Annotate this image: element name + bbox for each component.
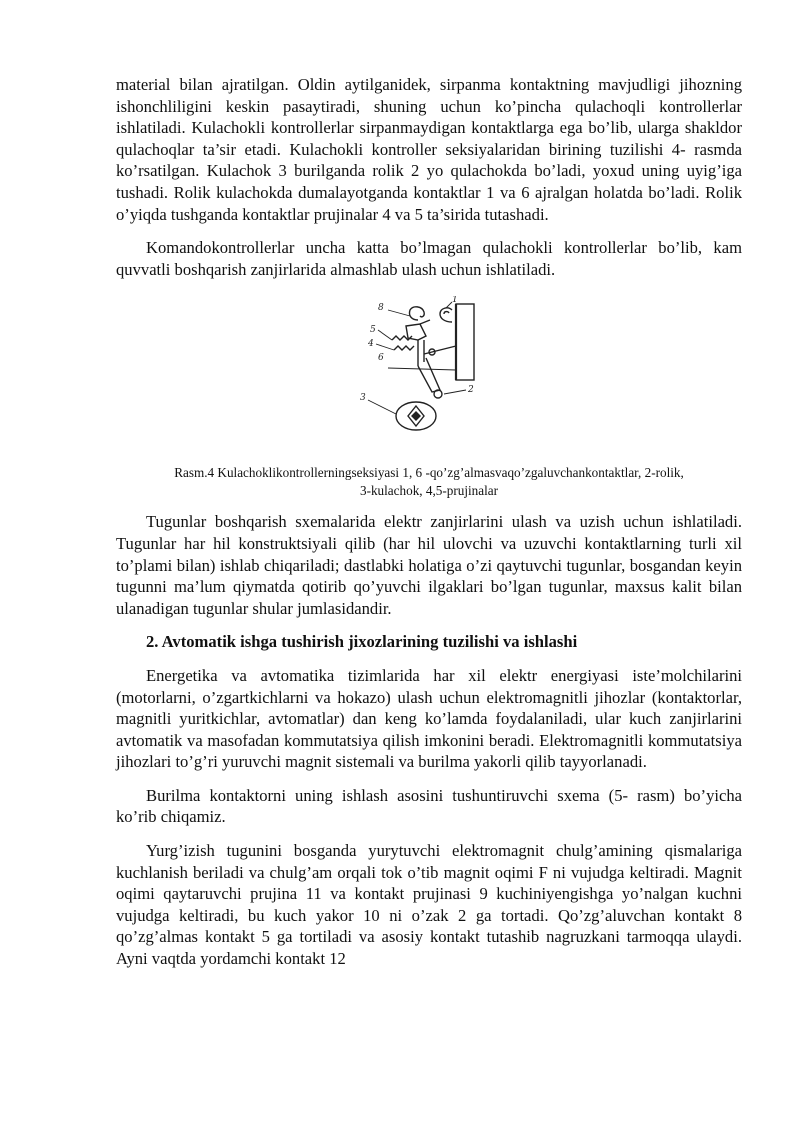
paragraph-1: material bilan ajratilgan. Oldin aytilganidek, sirpanma kontaktning mavjudligi jihozning ishonchliligini keskin pasaytiradi, shuning uchun ko’pincha qulachoqli kontrollerlar ishlatiladi. Kulachokli kontrollerlar sirpanmaydigan kontaktlarga ega bo’lib, ularga shakldor qulachoqlar ta’sir etadi. Kulachokli kontroller seksiyalaridan birining tuzilishi 4- rasmda ko’rsatilgan. Kulachok 3 burilganda rolik 2 yo qulachokda bo’ladi, yoxud uning uyig’iga tushadi. Rolik kulachokda dumalayotganda kontaktlar 1 va 6 ajralgan holatda bo’ladi. Rolik o’yiqda tushganda kontaktlar prujinalar 4 va 5 ta’sirida tutashadi. xyxy=(116,75,742,224)
paragraph-6: Yurg’izish tugunini bosganda yurytuvchi elektromagnit chulg’amining qismalariga kuchlanish beriladi va chulg’am orqali tok o’tib magnit oqimi F ni vujudga keltiradi. Magnit oqimi qaytaruvchi prujina 11 va kontakt prujinasi 9 kuchiniyengishga yo’nalgan kuchni vujudga keltiradi, bu kuch yakor 10 ni o’zak 2 ga tortadi. Qo’zg’aluvchan kontakt 8 qo’zg’almas kontakt 5 ga tortiladi va asosiy kontakt tutashib nagruzkani tarmoqqa ulaydi. Ayni vaqtda yordamchi kontakt 12 xyxy=(116,841,742,969)
paragraph-3: Tugunlar boshqarish sxemalarida elektr zanjirlarini ulash va uzish uchun ishlatiladi. Tugunlar har hil konstruktsiyali qilib (har hil ulovchi va uzuvchi kontaktlarning turli xil to’plami bilan) ishlab chiqariladi; dastlabki holatiga o’zi qaytuvchi tugunlar, bosgandan keyin tugunni ma’lum qiymatda qotirib qo’yuvchi ilgaklari bo’lgan tugunlar, maxsus kalit bilan ulanadigan tugunlar shular jumlasidandir. xyxy=(116,512,742,618)
label-1: 1 xyxy=(452,296,458,306)
frame-block xyxy=(456,304,474,380)
label-3: 3 xyxy=(360,393,366,404)
contact-1 xyxy=(440,308,452,322)
caption-line-1: Rasm.4 Kulachoklikontrollerningseksiyasi 1, 6 -qo’zg’almasvaqo’zgaluvchankontaktlar, 2-rolik, xyxy=(174,465,684,481)
label-4: 4 xyxy=(368,339,374,350)
label-8: 8 xyxy=(378,303,384,314)
caption-line-2: 3-kulachok, 4,5-prujinalar xyxy=(359,482,499,498)
label-5: 5 xyxy=(370,325,376,336)
paragraph-2: Komandokontrollerlar uncha katta bo’lmagan qulachokli kontrollerlar bo’lib, kam quvvatli boshqarish zanjirlarida almashlab ulash uchun ishlatiladi. xyxy=(116,238,742,279)
paragraph-4: Energetika va avtomatika tizimlarida har xil elektr energiyasi iste’molchilarini (motorlarni, o’zgartkichlarni va hokazo) ulash uchun elektromagnitli jihozlar (kontaktorlar, magnitli yuritkichlar, avtomatlar) dan keng ko’lamda foydalaniladi, ular kuch zanjirlarini avtomatik va masofadan kommutatsiya qilish imkonini beradi. Elektromagnitli kommutatsiya jihozlari to’g’ri yuruvchi magnit sistemali va burilma yakorli qilib tayyorlanadi. xyxy=(116,665,742,772)
spring-4 xyxy=(394,346,414,350)
figure-caption xyxy=(116,464,742,499)
label-6: 6 xyxy=(378,353,384,364)
figure-4 xyxy=(116,296,742,446)
contact-6 xyxy=(409,307,424,320)
roller-arm xyxy=(418,358,440,392)
lever xyxy=(406,324,426,340)
section-heading: 2. Avtomatik ishga tushirish jixozlarining tuzilishi va ishlashi xyxy=(146,632,578,652)
controller-section-drawing xyxy=(348,296,488,446)
paragraph-5: Burilma kontaktorni uning ishlash asosini tushuntiruvchi sxema (5- rasm) bo’yicha ko’rib chiqamiz. xyxy=(116,785,742,827)
label-2: 2 xyxy=(468,385,474,396)
